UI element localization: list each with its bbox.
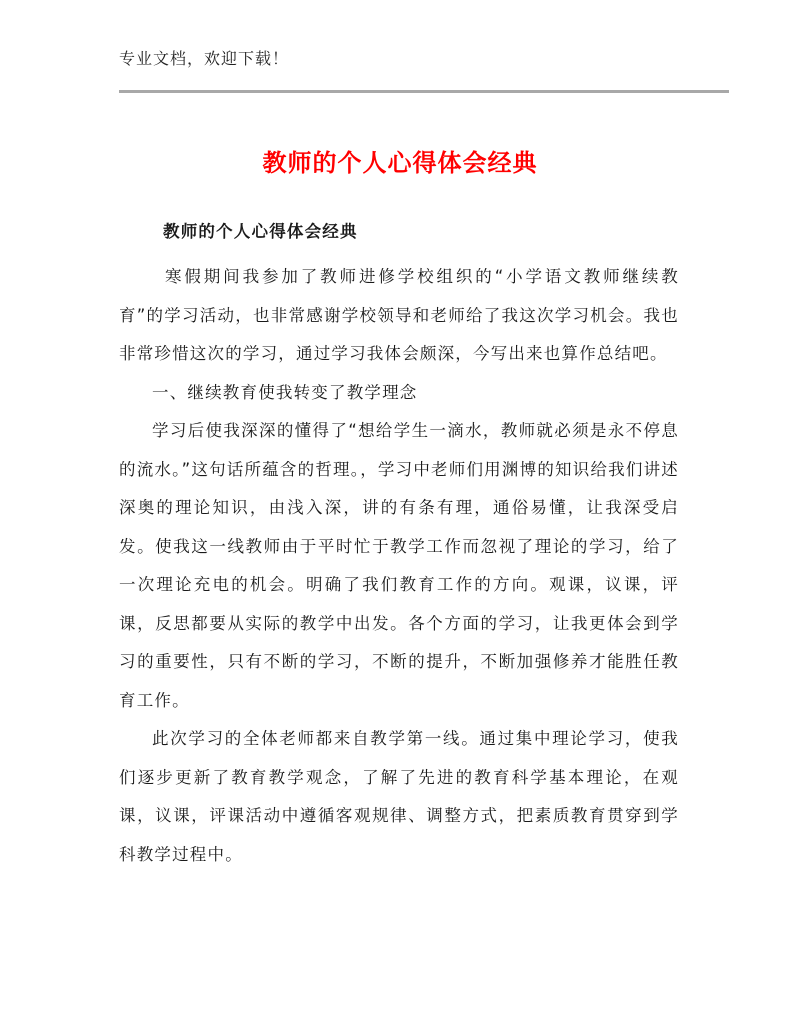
document-subtitle: 教师的个人心得体会经典 [163, 222, 358, 241]
document-title: 教师的个人心得体会经典 [262, 149, 538, 177]
section-heading: 一、继续教育使我转变了教学理念 [152, 382, 418, 402]
header-divider [119, 90, 729, 93]
paragraph-1: 寒假期间我参加了教师进修学校组织的“小学语文教师继续教育”的学习活动，也非常感谢学校领导和老师给了我这次学习机会。我也非常珍惜这次的学习，通过学习我体会颇深，今写出来也算作总结吧。 [119, 267, 679, 363]
document-body [119, 218, 679, 874]
paragraph-3: 此次学习的全体老师都来自教学第一线。通过集中理论学习，使我们逐步更新了教育教学观念，了解了先进的教育科学基本理论，在观课，议课，评课活动中遵循客观规律、调整方式，把素质教育贯穿到学科教学过程中。 [119, 729, 679, 864]
paragraph-2: 学习后使我深深的懂得了“想给学生一滴水，教师就必须是永不停息的流水。”这句话所蕴含的哲理。，学习中老师们用渊博的知识给我们讲述深奥的理论知识，由浅入深，讲的有条有理，通俗易懂，让我深受启发。使我这一线教师由于平时忙于教学工作而忽视了理论的学习，给了一次理论充电的机会。明确了我们教育工作的方向。观课，议课，评课，反思都要从实际的教学中出发。各个方面的学习，让我更体会到学习的重要性，只有不断的学习，不断的提升，不断加强修养才能胜任教育工作。 [119, 421, 679, 710]
header-note: 专业文档，欢迎下载！ [119, 49, 290, 68]
